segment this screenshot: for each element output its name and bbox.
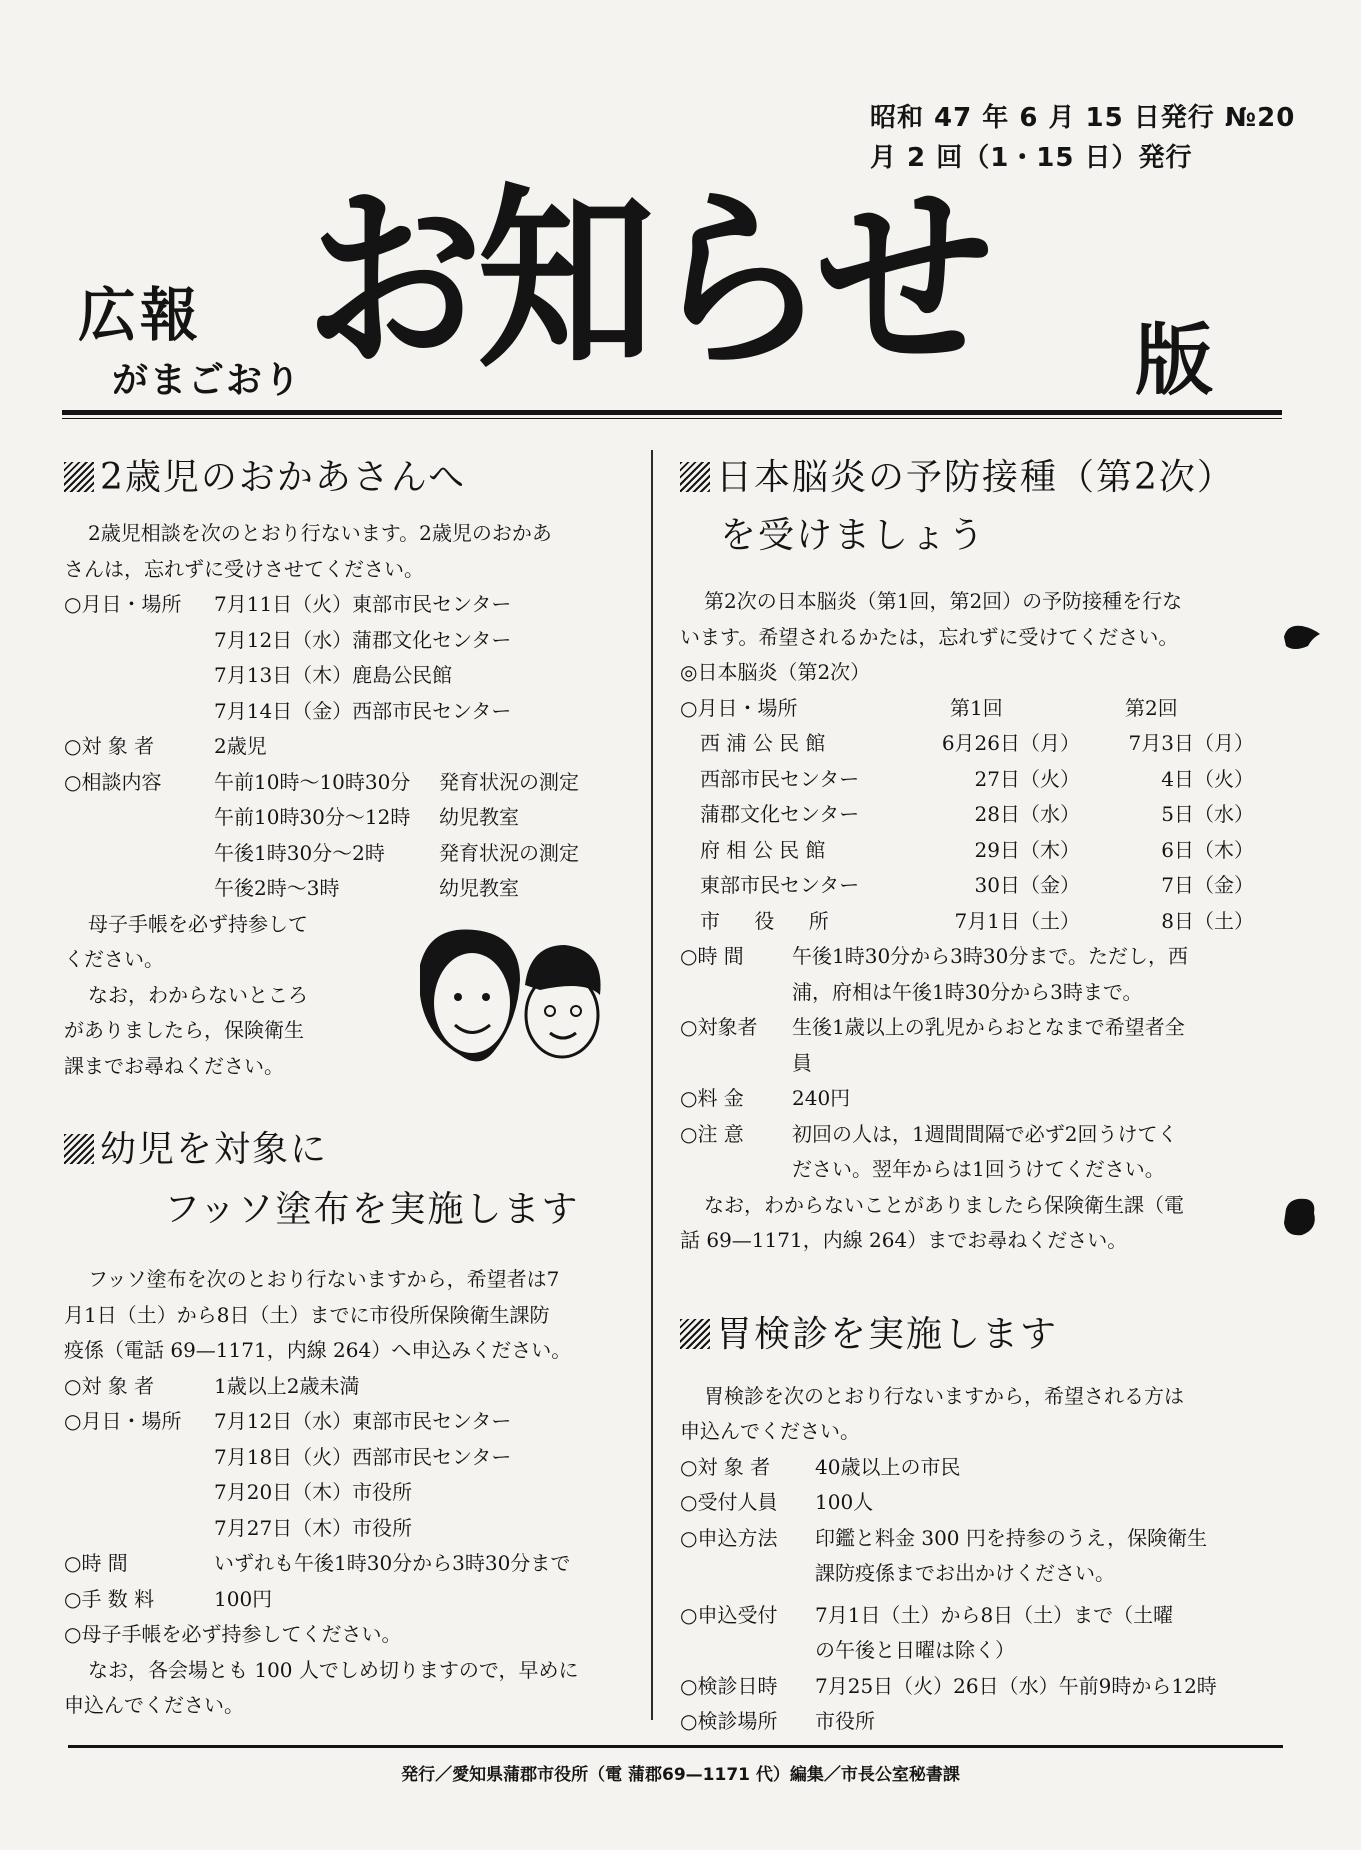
date-item: 7月12日（水）蒲郡文化センター (214, 627, 512, 652)
intro-line: 第2次の日本脳炎（第1回，第2回）の予防接種を行な (704, 589, 1183, 613)
column-first: 第1回 (950, 695, 1003, 720)
intro-line: 疫係（電話 69—1171，内線 264）へ申込みください。 (64, 1338, 572, 1362)
header-rule-thin (62, 418, 1282, 419)
date-item: 7月20日（木）市役所 (214, 1480, 413, 1504)
issue-date: 昭和 47 年 6 月 15 日発行 №20 (870, 103, 1296, 133)
intro-line: 胃検診を次のとおり行ないますから，希望される方は (704, 1383, 1184, 1408)
section-heading (680, 452, 1255, 504)
publisher-footer: 発行／愛知県蒲郡市役所（電 蒲郡69—1171 代）編集／市長公室秘書課 (401, 1765, 960, 1785)
header-rule (62, 410, 1282, 415)
capacity-label: ○受付人員 (680, 1490, 778, 1514)
bring-note: ○母子手帳を必ず持参してください。 (64, 1622, 402, 1646)
right-column (680, 452, 1255, 1740)
place-value: 市役所 (815, 1709, 875, 1733)
closing-line: 話 69—1171，内線 264）までお尋ねください。 (680, 1228, 1128, 1252)
hatch-mark-icon (64, 462, 94, 492)
table-row: 東部市民センター 30日（金） 7日（金） (700, 873, 1254, 897)
content-time: 午前10時30分～12時 (214, 805, 411, 829)
method-label: ○申込方法 (680, 1525, 778, 1550)
section-heading (64, 452, 644, 504)
target-value: 40歳以上の市民 (815, 1454, 961, 1479)
hatch-mark-icon (680, 1319, 710, 1349)
target-label: ○対 象 者 (64, 734, 155, 758)
section-heading-line2: を受けましょう (720, 515, 987, 556)
sub-heading: ◎日本脳炎（第2次） (680, 660, 871, 684)
table-row: 市 役 所 7月1日（土） 8日（土） (700, 908, 1254, 933)
closing-line: なお，わからないことがありましたら保険衛生課（電 (704, 1192, 1184, 1217)
note-line: ください。 (64, 947, 164, 971)
heading-text: 幼児を対象に (100, 1129, 329, 1170)
section-heading-line2: フッソ塗布を実施します (164, 1189, 580, 1230)
table-row: 府 相 公 民 館 29日（木） 6日（木） (700, 837, 1254, 862)
exam-value: 7月25日（火）26日（水）午前9時から12時 (815, 1673, 1217, 1698)
time-label: ○時 間 (64, 1551, 128, 1575)
caution-value-cont: ださい。翌年からは1回うけてください。 (792, 1157, 1165, 1181)
note-line: がありましたら，保険衛生 (64, 1018, 304, 1042)
time-value: いずれも午後1時30分から3時30分まで (214, 1551, 571, 1575)
masthead-ban: 版 (1135, 316, 1214, 406)
date-item: 7月11日（火）東部市民センター (214, 592, 512, 616)
ink-blot (1280, 1195, 1320, 1239)
fee-value: 100円 (214, 1586, 273, 1611)
content-item: 発育状況の測定 (439, 769, 579, 794)
issue-frequency: 月 2 回（1・15 日）発行 (870, 143, 1193, 173)
capacity-value: 100人 (815, 1490, 874, 1514)
date-label: ○月日・場所 (64, 1409, 182, 1433)
column-divider (651, 450, 653, 1720)
intro-line: さんは，忘れずに受けさせてください。 (64, 556, 424, 581)
mother-child-illustration (400, 925, 610, 1075)
target-label: ○対 象 者 (680, 1454, 771, 1479)
content-item: 幼児教室 (439, 876, 519, 900)
method-value-cont: 課防疫係までお出かけください。 (815, 1561, 1115, 1585)
exam-label: ○検診日時 (680, 1673, 778, 1698)
date-item: 7月18日（火）西部市民センター (214, 1444, 512, 1469)
date-label: ○月日・場所 (680, 695, 798, 720)
heading-text: 胃検診を実施します (716, 1313, 1059, 1355)
method-value: 印鑑と料金 300 円を持参のうえ，保険衛生 (815, 1525, 1208, 1550)
content-label: ○相談内容 (64, 769, 162, 794)
note-line: 母子手帳を必ず持参して (88, 911, 308, 936)
note-line: 課までお尋ねください。 (64, 1053, 284, 1078)
closing-line: 申込んでください。 (64, 1693, 244, 1717)
intro-line: 申込んでください。 (680, 1419, 860, 1443)
date-item: 7月14日（金）西部市民センター (214, 698, 512, 723)
section-heading (680, 1309, 1255, 1361)
heading-text: 2歳児のおかあさんへ (100, 457, 467, 498)
table-row: 蒲郡文化センター 28日（水） 5日（水） (700, 802, 1254, 826)
period-label: ○申込受付 (680, 1602, 778, 1627)
content-time: 午前10時～10時30分 (214, 769, 411, 794)
date-item: 7月27日（木）市役所 (214, 1515, 413, 1540)
left-column (64, 452, 644, 1724)
hatch-mark-icon (64, 1134, 94, 1164)
mother-face (434, 953, 510, 1053)
vaccination-schedule-table (700, 726, 1254, 939)
section-heading (64, 1124, 644, 1176)
fee-label: ○手 数 料 (64, 1586, 155, 1611)
hatch-mark-icon (680, 462, 710, 492)
date-label: ○月日・場所 (64, 592, 182, 616)
intro-line: 月1日（土）から8日（土）までに市役所保険衛生課防 (64, 1302, 550, 1327)
time-value: 午後1時30分から3時30分まで。ただし，西 (792, 944, 1188, 968)
target-label: ○対象者 (680, 1015, 758, 1039)
time-value-cont: 浦，府相は午後1時30分から3時まで。 (792, 979, 1143, 1004)
date-item: 7月13日（木）鹿島公民館 (214, 663, 453, 687)
content-time: 午後1時30分～2時 (214, 840, 385, 865)
target-label: ○対 象 者 (64, 1373, 155, 1398)
closing-line: なお，各会場とも 100 人でしめ切りますので，早めに (88, 1657, 579, 1682)
masthead-kouhou: 広報 (78, 281, 203, 349)
content-item: 発育状況の測定 (439, 840, 579, 865)
intro-line: います。希望されるかたは，忘れずに受けてください。 (680, 624, 1179, 649)
period-value-cont: の午後と日曜は除く） (815, 1638, 1015, 1662)
footer-rule (68, 1745, 1283, 1748)
target-value: 2歳児 (214, 734, 267, 758)
intro-line: 2歳児相談を次のとおり行ないます。2歳児のおかあ (88, 521, 552, 545)
heading-text: 日本脳炎の予防接種（第2次） (716, 457, 1235, 498)
column-second: 第2回 (1125, 695, 1178, 720)
date-item: 7月12日（水）東部市民センター (214, 1409, 512, 1433)
caution-label: ○注 意 (680, 1121, 744, 1146)
target-value-cont: 員 (792, 1050, 812, 1075)
fee-value: 240円 (792, 1086, 851, 1110)
masthead-title: お知らせ (305, 166, 988, 395)
table-row: 西 浦 公 民 館 6月26日（月） 7月3日（月） (700, 731, 1254, 755)
fee-label: ○料 金 (680, 1086, 744, 1110)
ink-blot (1282, 622, 1322, 652)
period-value: 7月1日（土）から8日（土）まで（土曜 (815, 1602, 1174, 1627)
note-line: なお，わからないところ (88, 982, 308, 1007)
content-time: 午後2時～3時 (214, 876, 340, 900)
content-item: 幼児教室 (439, 805, 519, 829)
time-label: ○時 間 (680, 944, 744, 968)
place-label: ○検診場所 (680, 1709, 778, 1733)
caution-value: 初回の人は，1週間間隔で必ず2回うけてく (792, 1121, 1178, 1146)
table-row: 西部市民センター 27日（火） 4日（火） (700, 766, 1254, 791)
masthead-gamagori: がまごおり (112, 360, 303, 401)
target-value: 生後1歳以上の乳児からおとなまで希望者全 (792, 1015, 1185, 1039)
intro-line: フッソ塗布を次のとおり行ないますから，希望者は7 (88, 1267, 560, 1291)
target-value: 1歳以上2歳未満 (214, 1373, 360, 1398)
